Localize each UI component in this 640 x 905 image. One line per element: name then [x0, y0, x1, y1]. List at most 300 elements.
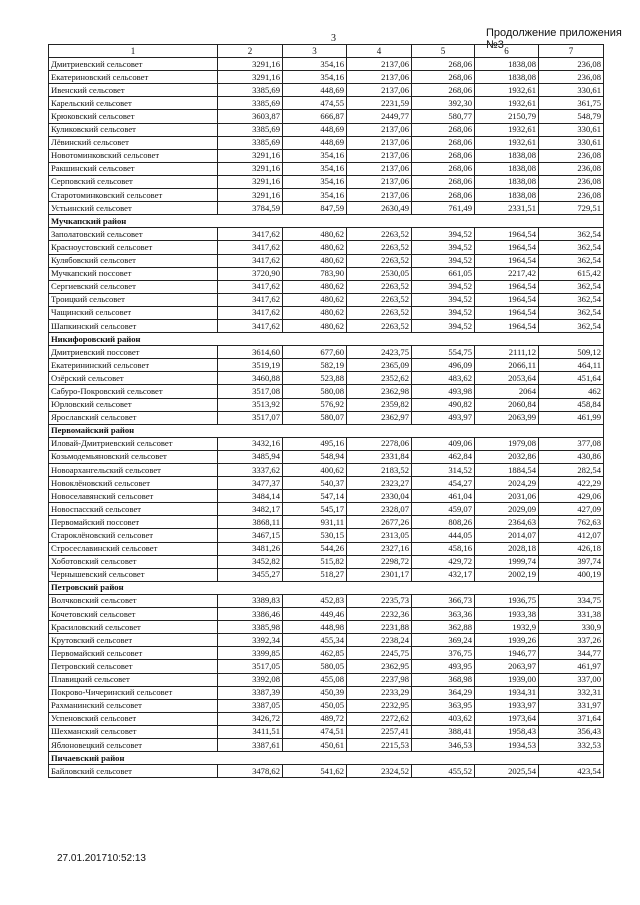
tariff-value: 354,16	[283, 149, 347, 162]
tariff-value: 615,42	[539, 267, 604, 280]
tariff-value: 483,62	[412, 372, 475, 385]
tariff-value: 2313,05	[347, 529, 412, 542]
region-row	[49, 752, 604, 765]
region-name: Первомайский район	[49, 424, 604, 437]
table-row	[49, 280, 604, 293]
table-row	[49, 437, 604, 450]
tariff-value: 480,62	[283, 228, 347, 241]
tariff-value: 3603,87	[218, 110, 283, 123]
table-row	[49, 712, 604, 725]
tariff-value: 330,9	[539, 621, 604, 634]
tariff-value: 3513,92	[218, 398, 283, 411]
tariff-value: 1838,08	[475, 162, 539, 175]
tariff-value: 2352,62	[347, 372, 412, 385]
settlement-name: Сергиевский сельсовет	[49, 280, 218, 293]
table-row	[49, 71, 604, 84]
settlement-name: Лёвинский сельсовет	[49, 136, 218, 149]
table-row	[49, 634, 604, 647]
table-row	[49, 189, 604, 202]
tariff-value: 3385,69	[218, 97, 283, 110]
tariff-value: 462,84	[412, 450, 475, 463]
settlement-name: Ивенский сельсовет	[49, 84, 218, 97]
tariff-value: 2137,06	[347, 84, 412, 97]
tariff-value: 3614,60	[218, 346, 283, 359]
tariff-value: 540,37	[283, 477, 347, 490]
region-row	[49, 424, 604, 437]
tariff-value: 449,46	[283, 608, 347, 621]
tariff-value: 495,16	[283, 437, 347, 450]
table-row	[49, 686, 604, 699]
tariff-value: 362,54	[539, 293, 604, 306]
tariff-value: 363,95	[412, 699, 475, 712]
tariff-value: 362,54	[539, 241, 604, 254]
tariff-value: 3455,27	[218, 568, 283, 581]
tariff-value: 1838,08	[475, 58, 539, 71]
tariff-value: 458,84	[539, 398, 604, 411]
tariff-value: 362,88	[412, 621, 475, 634]
tariff-value: 2237,98	[347, 673, 412, 686]
tariff-value: 496,09	[412, 359, 475, 372]
tariff-value: 432,17	[412, 568, 475, 581]
continuation-label: Продолжение приложения №3	[486, 27, 622, 51]
region-name: Пичаевский район	[49, 752, 604, 765]
table-row	[49, 503, 604, 516]
settlement-name: Шехманский сельсовет	[49, 725, 218, 738]
tariff-value: 548,94	[283, 450, 347, 463]
tariff-value: 2359,82	[347, 398, 412, 411]
tariff-value: 2060,84	[475, 398, 539, 411]
tariff-value: 1934,31	[475, 686, 539, 699]
column-number: 6	[475, 45, 539, 58]
tariff-value: 515,82	[283, 555, 347, 568]
tariff-value: 2231,59	[347, 97, 412, 110]
tariff-value: 2238,24	[347, 634, 412, 647]
tariff-value: 394,52	[412, 280, 475, 293]
tariff-value: 493,95	[412, 660, 475, 673]
tariff-value: 364,29	[412, 686, 475, 699]
settlement-name: Иловай-Дмитриевский сельсовет	[49, 437, 218, 450]
tariff-value: 580,08	[283, 385, 347, 398]
tariff-value: 3411,51	[218, 725, 283, 738]
tariff-value: 2272,62	[347, 712, 412, 725]
tariff-value: 1964,54	[475, 293, 539, 306]
tariff-value: 268,06	[412, 123, 475, 136]
tariff-value: 480,62	[283, 280, 347, 293]
table-row	[49, 346, 604, 359]
tariff-value: 2053,64	[475, 372, 539, 385]
table-row	[49, 608, 604, 621]
tariff-value: 422,29	[539, 477, 604, 490]
table-row	[49, 542, 604, 555]
tariff-value: 3337,62	[218, 464, 283, 477]
table-row	[49, 477, 604, 490]
tariff-value: 2137,06	[347, 189, 412, 202]
region-name: Петровский район	[49, 581, 604, 594]
tariff-value: 2215,53	[347, 738, 412, 751]
tariff-value: 331,97	[539, 699, 604, 712]
tariff-value: 394,52	[412, 228, 475, 241]
region-row	[49, 215, 604, 228]
table-row	[49, 241, 604, 254]
table-row	[49, 162, 604, 175]
tariff-value: 268,06	[412, 84, 475, 97]
tariff-value: 2235,73	[347, 594, 412, 607]
settlement-name: Новоспасский сельсовет	[49, 503, 218, 516]
tariff-value: 268,06	[412, 162, 475, 175]
tariff-value: 394,52	[412, 293, 475, 306]
tariff-value: 2066,11	[475, 359, 539, 372]
tariff-value: 2257,41	[347, 725, 412, 738]
tariff-value: 450,05	[283, 699, 347, 712]
tariff-value: 729,51	[539, 202, 604, 215]
tariff-value: 3417,62	[218, 228, 283, 241]
tariff-value: 547,14	[283, 490, 347, 503]
settlement-name: Красноустовский сельсовет	[49, 241, 218, 254]
tariff-value: 236,08	[539, 189, 604, 202]
tariff-value: 1973,64	[475, 712, 539, 725]
tariff-value: 461,97	[539, 660, 604, 673]
tariff-value: 462,85	[283, 647, 347, 660]
settlement-name: Новоархангельский сельсовет	[49, 464, 218, 477]
tariff-value: 3784,59	[218, 202, 283, 215]
tariff-value: 480,62	[283, 319, 347, 332]
tariff-value: 376,75	[412, 647, 475, 660]
tariff-value: 268,06	[412, 175, 475, 188]
column-number: 4	[347, 45, 412, 58]
tariff-value: 2630,49	[347, 202, 412, 215]
tariff-value: 480,62	[283, 254, 347, 267]
settlement-name: Хоботовский сельсовет	[49, 555, 218, 568]
tariff-value: 268,06	[412, 136, 475, 149]
tariff-value: 1932,61	[475, 123, 539, 136]
tariff-value: 1932,9	[475, 621, 539, 634]
settlement-name: Староклёновский сельсовет	[49, 529, 218, 542]
settlement-name: Серповский сельсовет	[49, 175, 218, 188]
tariff-value: 362,54	[539, 306, 604, 319]
tariff-value: 334,75	[539, 594, 604, 607]
table-row	[49, 110, 604, 123]
tariff-value: 2150,79	[475, 110, 539, 123]
region-name: Никифоровский район	[49, 333, 604, 346]
tariff-value: 489,72	[283, 712, 347, 725]
settlement-name: Успеновский сельсовет	[49, 712, 218, 725]
settlement-name: Стросеславинский сельсовет	[49, 542, 218, 555]
table-row	[49, 647, 604, 660]
settlement-name: Плавицкий сельсовет	[49, 673, 218, 686]
tariff-value: 3385,69	[218, 84, 283, 97]
tariff-value: 461,99	[539, 411, 604, 424]
tariff-value: 2063,97	[475, 660, 539, 673]
tariff-value: 3291,16	[218, 71, 283, 84]
settlement-name: Покрово-Чичеринский сельсовет	[49, 686, 218, 699]
tariff-value: 1838,08	[475, 71, 539, 84]
tariff-value: 3485,94	[218, 450, 283, 463]
tariff-value: 518,27	[283, 568, 347, 581]
tariff-value: 236,08	[539, 58, 604, 71]
tariff-value: 444,05	[412, 529, 475, 542]
tariff-value: 354,16	[283, 175, 347, 188]
tariff-value: 429,06	[539, 490, 604, 503]
tariff-value: 3426,72	[218, 712, 283, 725]
tariff-value: 455,52	[412, 765, 475, 778]
tariff-value: 3417,62	[218, 293, 283, 306]
tariff-value: 448,69	[283, 123, 347, 136]
tariff-value: 1979,08	[475, 437, 539, 450]
tariff-value: 268,06	[412, 58, 475, 71]
tariff-value: 388,41	[412, 725, 475, 738]
tariff-value: 455,34	[283, 634, 347, 647]
tariff-value: 450,61	[283, 738, 347, 751]
tariff-value: 1932,61	[475, 84, 539, 97]
tariff-value: 268,06	[412, 71, 475, 84]
tariff-value: 474,51	[283, 725, 347, 738]
tariff-value: 354,16	[283, 189, 347, 202]
tariff-value: 2423,75	[347, 346, 412, 359]
tariff-value: 480,62	[283, 306, 347, 319]
tariff-value: 3478,62	[218, 765, 283, 778]
tariff-value: 3432,16	[218, 437, 283, 450]
tariff-value: 3467,15	[218, 529, 283, 542]
tariff-value: 451,64	[539, 372, 604, 385]
tariff-value: 509,12	[539, 346, 604, 359]
tariff-value: 400,62	[283, 464, 347, 477]
tariff-value: 1932,61	[475, 136, 539, 149]
table-row	[49, 660, 604, 673]
tariff-value: 530,15	[283, 529, 347, 542]
settlement-name: Дмитриевский поссовет	[49, 346, 218, 359]
tariff-value: 397,74	[539, 555, 604, 568]
tariff-value: 1964,54	[475, 319, 539, 332]
tariff-value: 2263,52	[347, 293, 412, 306]
tariff-value: 362,54	[539, 280, 604, 293]
settlement-name: Старотоминковский сельсовет	[49, 189, 218, 202]
tariff-value: 480,62	[283, 241, 347, 254]
tariff-value: 783,90	[283, 267, 347, 280]
tariff-value: 2137,06	[347, 162, 412, 175]
tariff-value: 423,54	[539, 765, 604, 778]
tariff-value: 3484,14	[218, 490, 283, 503]
tariff-value: 461,04	[412, 490, 475, 503]
settlement-name: Екатерининский сельсовет	[49, 359, 218, 372]
tariff-value: 362,54	[539, 228, 604, 241]
tariff-value: 332,53	[539, 738, 604, 751]
tariff-value: 2330,04	[347, 490, 412, 503]
tariff-value: 2231,88	[347, 621, 412, 634]
settlement-name: Кулябовский сельсовет	[49, 254, 218, 267]
tariff-value: 412,07	[539, 529, 604, 542]
tariff-value: 3291,16	[218, 149, 283, 162]
settlement-name: Байловский сельсовет	[49, 765, 218, 778]
tariff-value: 268,06	[412, 149, 475, 162]
tariff-value: 354,16	[283, 71, 347, 84]
tariff-value: 2014,07	[475, 529, 539, 542]
tariff-value: 480,62	[283, 293, 347, 306]
tariff-value: 377,08	[539, 437, 604, 450]
tariff-value: 354,16	[283, 162, 347, 175]
settlement-name: Шапкинский сельсовет	[49, 319, 218, 332]
tariff-value: 580,77	[412, 110, 475, 123]
tariff-value: 2232,36	[347, 608, 412, 621]
tariff-value: 452,83	[283, 594, 347, 607]
tariff-value: 545,17	[283, 503, 347, 516]
table-row	[49, 738, 604, 751]
tariff-value: 2137,06	[347, 136, 412, 149]
tariff-value: 426,18	[539, 542, 604, 555]
table-row	[49, 267, 604, 280]
tariff-value: 3389,83	[218, 594, 283, 607]
tariff-value: 2032,86	[475, 450, 539, 463]
settlement-name: Устьинский сельсовет	[49, 202, 218, 215]
tariff-value: 3385,69	[218, 123, 283, 136]
tariff-value: 1933,97	[475, 699, 539, 712]
tariff-value: 337,00	[539, 673, 604, 686]
tariff-value: 1964,54	[475, 228, 539, 241]
column-number: 1	[49, 45, 218, 58]
tariff-value: 3291,16	[218, 175, 283, 188]
tariff-value: 661,05	[412, 267, 475, 280]
tariff-value: 448,69	[283, 136, 347, 149]
tariff-value: 548,79	[539, 110, 604, 123]
table-row	[49, 725, 604, 738]
tariff-value: 3482,17	[218, 503, 283, 516]
table-row	[49, 136, 604, 149]
tariff-value: 2111,12	[475, 346, 539, 359]
page-number: 3	[331, 33, 336, 44]
tariff-value: 2327,16	[347, 542, 412, 555]
tariff-value: 2362,95	[347, 660, 412, 673]
tariff-value: 409,06	[412, 437, 475, 450]
tariff-value: 762,63	[539, 516, 604, 529]
table-row	[49, 149, 604, 162]
tariff-value: 677,60	[283, 346, 347, 359]
tariff-value: 3417,62	[218, 280, 283, 293]
tariff-value: 3477,37	[218, 477, 283, 490]
table-row	[49, 228, 604, 241]
table-row	[49, 464, 604, 477]
tariff-value: 3385,69	[218, 136, 283, 149]
tariff-value: 1932,61	[475, 97, 539, 110]
table-row	[49, 621, 604, 634]
tariff-value: 394,52	[412, 319, 475, 332]
tariff-value: 3517,07	[218, 411, 283, 424]
settlement-name: Сабуро-Покровский сельсовет	[49, 385, 218, 398]
settlement-name: Троицкий сельсовет	[49, 293, 218, 306]
tariff-value: 2677,26	[347, 516, 412, 529]
tariff-value: 462	[539, 385, 604, 398]
tariff-value: 2449,77	[347, 110, 412, 123]
tariff-value: 366,73	[412, 594, 475, 607]
tariff-value: 544,26	[283, 542, 347, 555]
tariff-value: 2029,09	[475, 503, 539, 516]
tariff-value: 430,86	[539, 450, 604, 463]
settlement-name: Кочетовский сельсовет	[49, 608, 218, 621]
settlement-name: Новотоминковский сельсовет	[49, 149, 218, 162]
tariff-value: 3517,08	[218, 385, 283, 398]
tariff-value: 2364,63	[475, 516, 539, 529]
tariff-value: 330,61	[539, 84, 604, 97]
settlement-name: Первомайский сельсовет	[49, 647, 218, 660]
column-number: 2	[218, 45, 283, 58]
tariff-value: 1933,38	[475, 608, 539, 621]
table-row	[49, 254, 604, 267]
settlement-name: Ракшинский сельсовет	[49, 162, 218, 175]
tariff-value: 1939,00	[475, 673, 539, 686]
tariff-value: 2323,27	[347, 477, 412, 490]
tariff-value: 1838,08	[475, 175, 539, 188]
tariff-value: 330,61	[539, 123, 604, 136]
settlement-name: Чернышевский сельсовет	[49, 568, 218, 581]
tariff-value: 1838,08	[475, 189, 539, 202]
tariff-value: 541,62	[283, 765, 347, 778]
tariff-value: 1964,54	[475, 241, 539, 254]
table-row	[49, 450, 604, 463]
tariff-value: 2217,42	[475, 267, 539, 280]
tariff-value: 332,31	[539, 686, 604, 699]
tariff-value: 1958,43	[475, 725, 539, 738]
tariff-value: 455,08	[283, 673, 347, 686]
tariff-value: 369,24	[412, 634, 475, 647]
settlement-name: Новоклёновский сельсовет	[49, 477, 218, 490]
tariff-value: 400,19	[539, 568, 604, 581]
tariff-value: 3417,62	[218, 241, 283, 254]
table-row	[49, 293, 604, 306]
settlement-name: Первомайский поссовет	[49, 516, 218, 529]
table-row	[49, 594, 604, 607]
table-row	[49, 490, 604, 503]
tariff-value: 3517,05	[218, 660, 283, 673]
tariff-value: 236,08	[539, 149, 604, 162]
tariff-value: 2263,52	[347, 319, 412, 332]
tariff-value: 3452,82	[218, 555, 283, 568]
tariff-value: 330,61	[539, 136, 604, 149]
tariff-value: 580,07	[283, 411, 347, 424]
tariff-value: 2331,84	[347, 450, 412, 463]
tariff-value: 448,98	[283, 621, 347, 634]
tariff-value: 3481,26	[218, 542, 283, 555]
settlement-name: Козьмодемьяновский сельсовет	[49, 450, 218, 463]
table-row	[49, 123, 604, 136]
tariff-value: 3385,98	[218, 621, 283, 634]
tariff-value: 2137,06	[347, 149, 412, 162]
tariff-value: 2263,52	[347, 254, 412, 267]
tariff-value: 2530,05	[347, 267, 412, 280]
settlement-name: Ярославский сельсовет	[49, 411, 218, 424]
tariff-value: 3392,08	[218, 673, 283, 686]
settlement-name: Красиловский сельсовет	[49, 621, 218, 634]
tariff-value: 458,16	[412, 542, 475, 555]
tariff-value: 2324,52	[347, 765, 412, 778]
table-row	[49, 555, 604, 568]
tariff-value: 346,53	[412, 738, 475, 751]
tariff-value: 314,52	[412, 464, 475, 477]
tariff-value: 2137,06	[347, 123, 412, 136]
tariff-value: 331,38	[539, 608, 604, 621]
tariff-value: 3399,85	[218, 647, 283, 660]
tariff-value: 808,26	[412, 516, 475, 529]
tariff-value: 493,97	[412, 411, 475, 424]
table-row	[49, 529, 604, 542]
tariff-value: 2064	[475, 385, 539, 398]
settlement-name: Крюковский сельсовет	[49, 110, 218, 123]
tariff-value: 580,05	[283, 660, 347, 673]
tariff-value: 236,08	[539, 175, 604, 188]
tariff-value: 761,49	[412, 202, 475, 215]
table-row	[49, 568, 604, 581]
tariff-value: 2137,06	[347, 71, 412, 84]
table-row	[49, 359, 604, 372]
tariff-value: 2263,52	[347, 280, 412, 293]
tariff-value: 2245,75	[347, 647, 412, 660]
